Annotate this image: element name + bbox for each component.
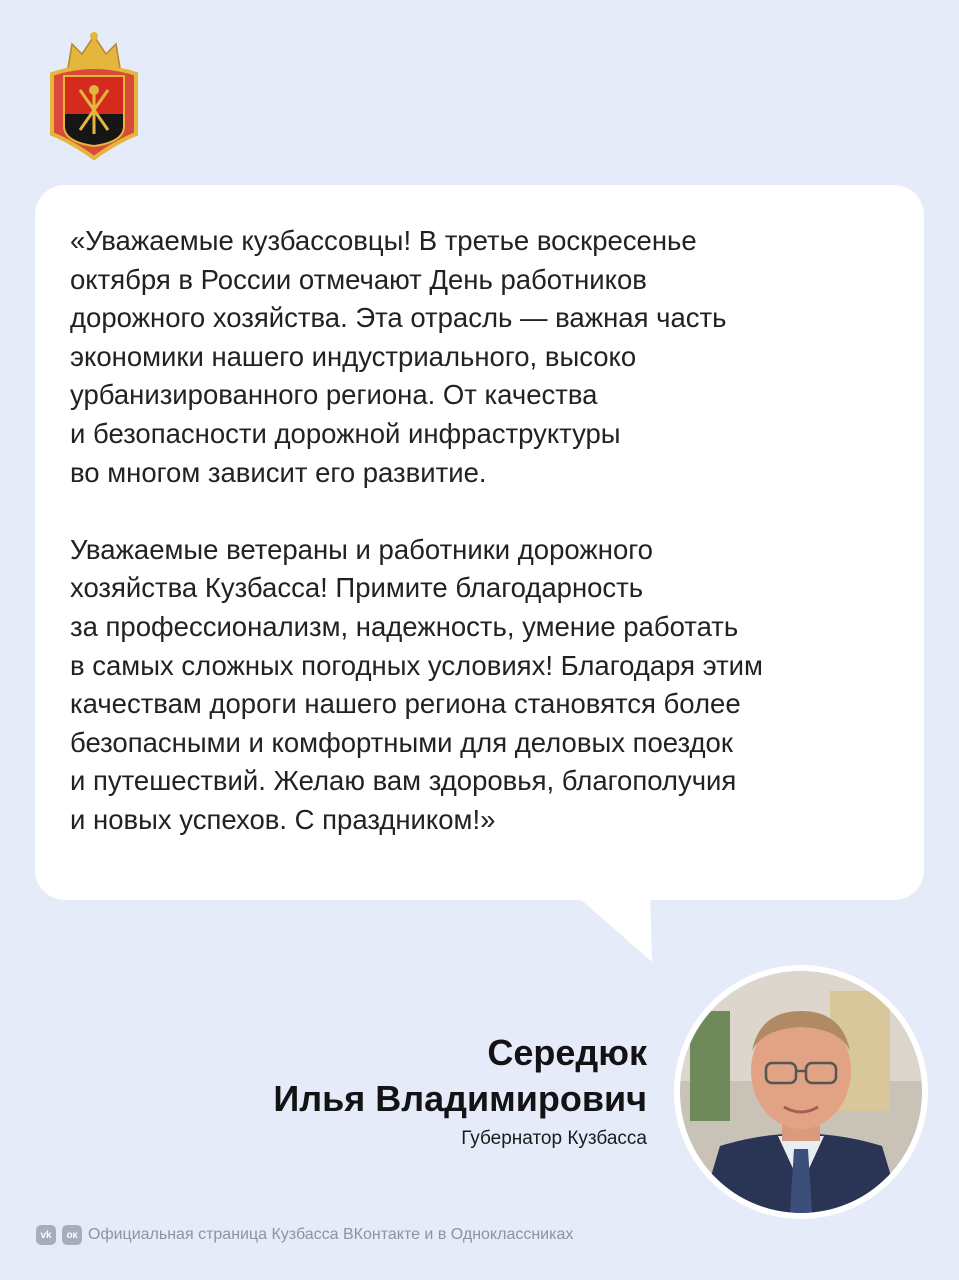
author-surname: Середюк xyxy=(487,1032,647,1073)
speech-bubble-tail xyxy=(570,890,660,962)
kuzbass-coat-of-arms-icon xyxy=(46,30,142,162)
author-given-names: Илья Владимирович xyxy=(273,1078,647,1119)
governor-quote xyxy=(70,222,900,840)
footer-text: Официальная страница Кузбасса ВКонтакте и в Одноклассниках xyxy=(88,1226,574,1243)
footer xyxy=(36,1224,573,1246)
quote-paragraph: «Уважаемые кузбассовцы! В третье воскресенье октября в России отмечают День работников дорожного хозяйства. Эта отрасль — важная часть экономики нашего индустриального, высоко урбанизированного региона. От качества и безопасности дорожной инфраструктуры во многом зависит его развитие. xyxy=(70,225,727,488)
author-name xyxy=(273,1030,647,1122)
odnoklassniki-icon[interactable]: ок xyxy=(62,1225,82,1245)
author-role: Губернатор Кузбасса xyxy=(461,1128,647,1149)
quote-paragraph: Уважаемые ветераны и работники дорожного хозяйства Кузбасса! Примите благодарность за профессионализм, надежность, умение работать в самых сложных погодных условиях! Благодаря этим качествам дороги нашего региона становятся более безопасными и комфортными для деловых поездок и путешествий. Желаю вам здоровья, благополучия и новых успехов. С праздником!» xyxy=(70,533,763,835)
author-portrait xyxy=(674,965,928,1219)
vk-icon[interactable]: vk xyxy=(36,1225,56,1245)
